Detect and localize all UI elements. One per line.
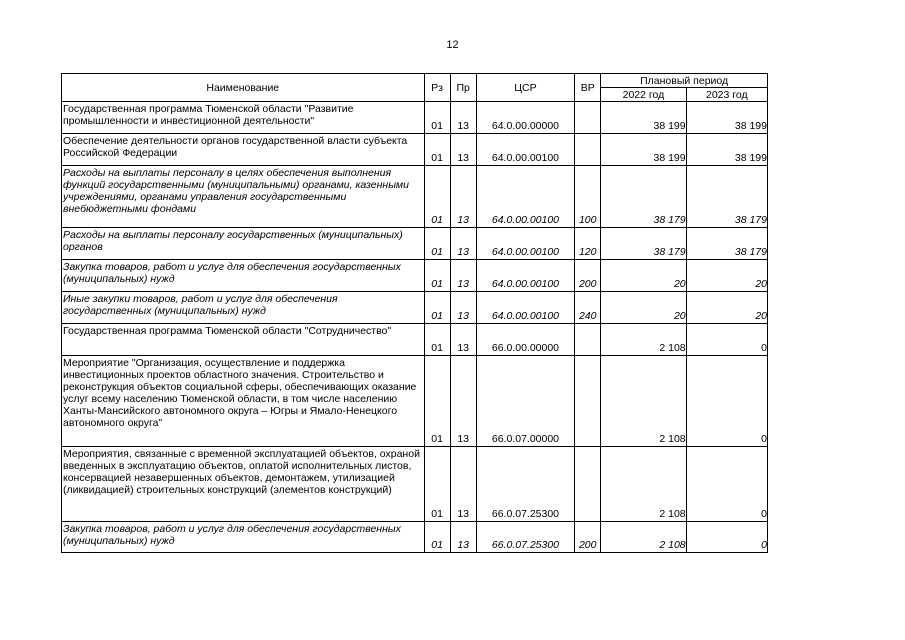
row-amount-2022: 38 179	[601, 228, 686, 260]
row-vr	[575, 102, 601, 134]
row-amount-2023: 38 199	[686, 134, 767, 166]
row-csr: 64.0.00.00100	[476, 134, 574, 166]
row-rz: 01	[424, 134, 450, 166]
table-row	[62, 134, 768, 166]
row-csr: 66.0.07.00000	[476, 356, 574, 447]
row-rz: 01	[424, 356, 450, 447]
header-rz: Рз	[424, 74, 450, 102]
row-amount-2023: 20	[686, 292, 767, 324]
row-amount-2023: 38 179	[686, 166, 767, 228]
row-amount-2022: 38 199	[601, 102, 686, 134]
row-amount-2023: 0	[686, 324, 767, 356]
row-rz: 01	[424, 447, 450, 522]
row-amount-2022: 2 108	[601, 356, 686, 447]
row-amount-2023: 38 199	[686, 102, 767, 134]
table-row	[62, 166, 768, 228]
header-csr: ЦСР	[476, 74, 574, 102]
row-name: Расходы на выплаты персоналу в целях обеспечения выполнения функций государственными (муниципальными) органами, казенными учреждениями, органами управления государственными внебюджетными фондами	[62, 166, 425, 228]
row-name: Закупка товаров, работ и услуг для обеспечения государственных (муниципальных) нужд	[62, 260, 425, 292]
row-name: Мероприятия, связанные с временной эксплуатацией объектов, охраной введенных в эксплуатацию объектов, оплатой исполнительных листов, консервацией незавершенных объектов, демонтажем, утилизацией (ликвидацией) строительных конструкций (элементов конструкций)	[62, 447, 425, 522]
row-csr: 64.0.00.00100	[476, 166, 574, 228]
row-pr: 13	[450, 102, 476, 134]
row-csr: 64.0.00.00100	[476, 292, 574, 324]
row-rz: 01	[424, 228, 450, 260]
row-name: Обеспечение деятельности органов государственной власти субъекта Российской Федерации	[62, 134, 425, 166]
row-pr: 13	[450, 166, 476, 228]
row-amount-2022: 38 199	[601, 134, 686, 166]
table-body	[62, 102, 768, 553]
row-vr	[575, 324, 601, 356]
row-amount-2022: 20	[601, 260, 686, 292]
row-vr: 100	[575, 166, 601, 228]
row-rz: 01	[424, 324, 450, 356]
table-row	[62, 292, 768, 324]
table-row	[62, 447, 768, 522]
row-vr	[575, 356, 601, 447]
table-row	[62, 324, 768, 356]
row-amount-2023: 20	[686, 260, 767, 292]
row-vr: 120	[575, 228, 601, 260]
row-csr: 66.0.07.25300	[476, 447, 574, 522]
row-rz: 01	[424, 102, 450, 134]
row-name: Иные закупки товаров, работ и услуг для обеспечения государственных (муниципальных) нужд	[62, 292, 425, 324]
row-name: Государственная программа Тюменской области "Сотрудничество"	[62, 324, 425, 356]
row-pr: 13	[450, 356, 476, 447]
row-amount-2022: 2 108	[601, 447, 686, 522]
row-vr: 200	[575, 522, 601, 553]
row-name: Расходы на выплаты персоналу государственных (муниципальных) органов	[62, 228, 425, 260]
row-name: Мероприятие "Организация, осуществление и поддержка инвестиционных проектов областного значения. Строительство и реконструкция объектов социальной сферы, обеспечивающих оказание услуг всему населению Тюменской области, в том числе населению Ханты-Мансийского автономного округа – Югры и Ямало-Ненецкого автономного округа"	[62, 356, 425, 447]
table-row	[62, 102, 768, 134]
row-amount-2023: 0	[686, 356, 767, 447]
row-vr	[575, 134, 601, 166]
row-amount-2022: 2 108	[601, 522, 686, 553]
row-csr: 66.0.00.00000	[476, 324, 574, 356]
row-pr: 13	[450, 134, 476, 166]
row-csr: 64.0.00.00000	[476, 102, 574, 134]
row-pr: 13	[450, 292, 476, 324]
page-number: 12	[446, 39, 459, 51]
row-csr: 64.0.00.00100	[476, 228, 574, 260]
row-amount-2023: 0	[686, 522, 767, 553]
table-row	[62, 522, 768, 553]
row-amount-2023: 0	[686, 447, 767, 522]
header-name: Наименование	[62, 74, 425, 102]
row-amount-2023: 38 179	[686, 228, 767, 260]
header-pr: Пр	[450, 74, 476, 102]
row-name: Закупка товаров, работ и услуг для обеспечения государственных (муниципальных) нужд	[62, 522, 425, 553]
row-rz: 01	[424, 292, 450, 324]
row-amount-2022: 2 108	[601, 324, 686, 356]
row-vr	[575, 447, 601, 522]
row-pr: 13	[450, 228, 476, 260]
row-csr: 64.0.00.00100	[476, 260, 574, 292]
row-pr: 13	[450, 324, 476, 356]
header-year-2022: 2022 год	[601, 88, 686, 102]
row-csr: 66.0.07.25300	[476, 522, 574, 553]
row-rz: 01	[424, 166, 450, 228]
row-amount-2022: 20	[601, 292, 686, 324]
row-pr: 13	[450, 522, 476, 553]
row-amount-2022: 38 179	[601, 166, 686, 228]
header-vr: ВР	[575, 74, 601, 102]
budget-table	[61, 73, 768, 553]
header-year-2023: 2023 год	[686, 88, 767, 102]
table-row	[62, 356, 768, 447]
row-vr: 200	[575, 260, 601, 292]
row-pr: 13	[450, 260, 476, 292]
header-planned-period: Плановый период	[601, 74, 768, 88]
row-name: Государственная программа Тюменской области "Развитие промышленности и инвестиционной деятельности"	[62, 102, 425, 134]
row-rz: 01	[424, 260, 450, 292]
row-pr: 13	[450, 447, 476, 522]
table-row	[62, 228, 768, 260]
row-vr: 240	[575, 292, 601, 324]
row-rz: 01	[424, 522, 450, 553]
table-row	[62, 260, 768, 292]
